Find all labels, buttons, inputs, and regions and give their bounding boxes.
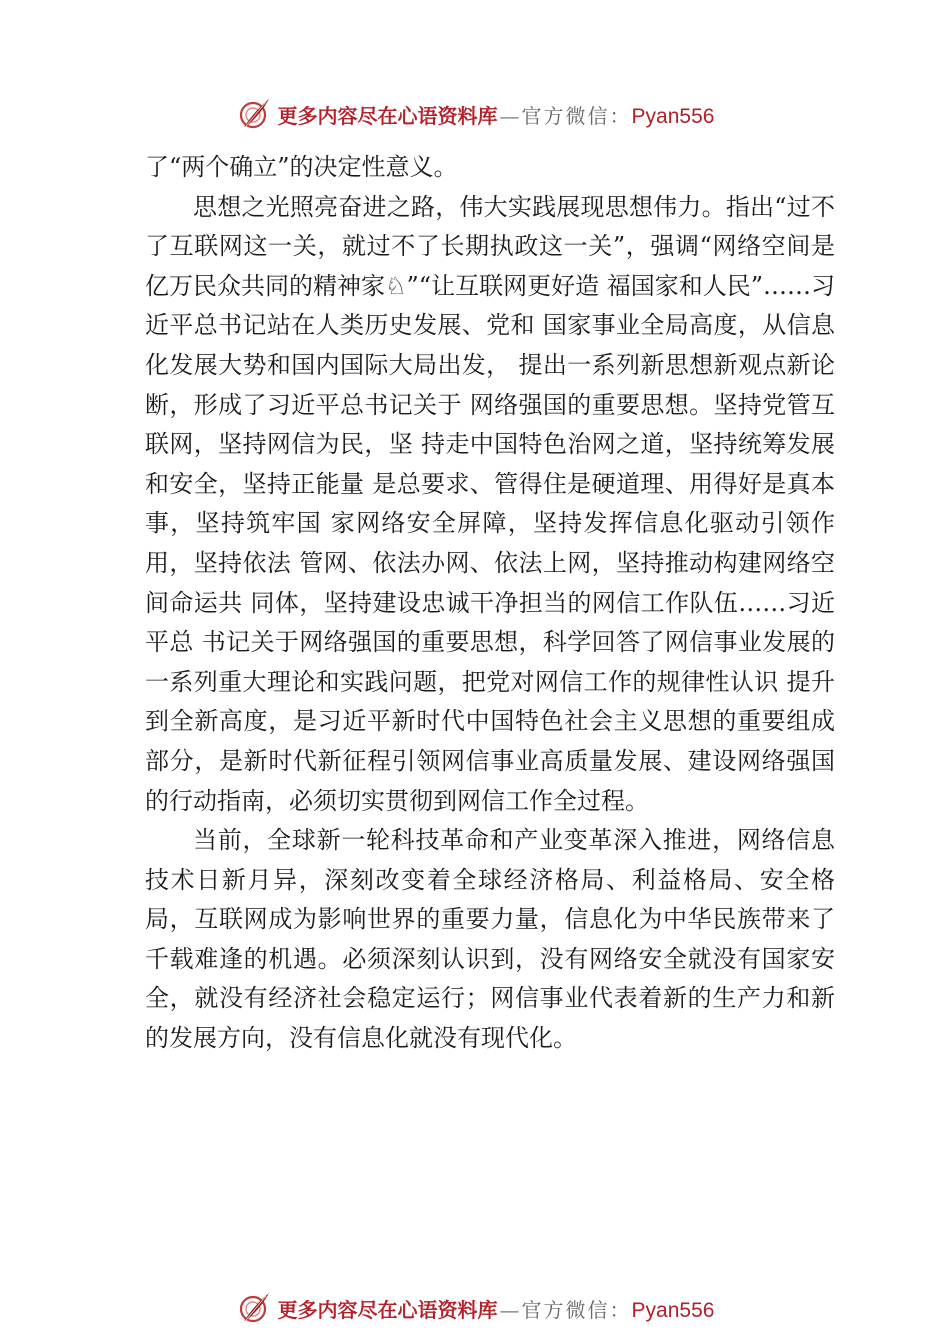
header-banner xyxy=(0,94,950,134)
banner-text xyxy=(278,100,715,129)
paragraph-continuation: 了“两个确立”的决定性意义。 xyxy=(145,153,458,181)
paragraph-thought: 思想之光照亮奋进之路，伟大实践展现思想伟力。指出“过不了互联网这一关，就过不了长期执政这一关”，强调“网络空间是亿万民众共同的精神家♘”“让互联网更好造 福国家和人民”……习近平总书记站在人类历史发展、党和 国家事业全局高度，从信息化发展大势和国内国际大局出发， 提出一系列新思想新观点新论断，形成了习近平总书记关于 网络强国的重要思想。坚持党管互联网，坚持网信为民，坚 持走中国特色治网之道，坚持统筹发展和安全，坚持正能量 是总要求、管得住是硬道理、用得好是真本事，坚持筑牢国 家网络安全屏障，坚持发挥信息化驱动引领作用，坚持依法 管网、依法办网、依法上网，坚持推动构建网络空间命运共 同体，坚持建设忠诚干净担当的网信工作队伍……习近平总 书记关于网络强国的重要思想，科学回答了网信事业发展的 一系列重大理论和实践问题，把党对网信工作的规律性认识 提升到全新高度，是习近平新时代中国特色社会主义思想的重要组成部分，是新时代新征程引领网信事业高质量发展、建设网络强国的行动指南，必须切实贯彻到网信工作全过程。 xyxy=(145,192,835,815)
banner-dash: — xyxy=(499,1297,520,1322)
banner-wechat-id: Pyan556 xyxy=(631,104,715,128)
footer-banner xyxy=(0,1288,950,1328)
quill-pen-seal-icon xyxy=(236,96,272,132)
paragraph-current: 当前，全球新一轮科技革命和产业变革深入推进，网络信息技术日新月异，深刻改变着全球经济格局、利益格局、安全格局，互联网成为影响世界的重要力量，信息化为中华民族带来了千载难逢的机遇。必须深刻认识到，没有网络安全就没有国家安全，就没有经济社会稳定运行；网信事业代表着新的生产力和新的发展方向，没有信息化就没有现代化。 xyxy=(145,826,835,1053)
banner-official-label: 官方微信： xyxy=(521,1297,632,1322)
banner-wechat-id: Pyan556 xyxy=(631,1298,715,1322)
banner-main-text: 更多内容尽在心语资料库 xyxy=(277,1297,498,1322)
quill-pen-seal-icon xyxy=(236,1290,272,1326)
banner-dash: — xyxy=(499,103,520,128)
banner-text xyxy=(278,1294,715,1323)
document-body xyxy=(145,148,835,1059)
banner-main-text: 更多内容尽在心语资料库 xyxy=(277,103,498,128)
banner-official-label: 官方微信： xyxy=(521,103,632,128)
